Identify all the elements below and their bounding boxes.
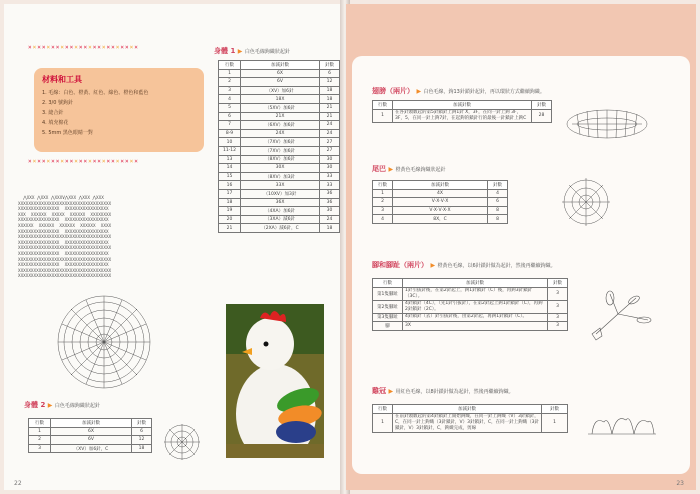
table-cell: 在前針頭數起的第4針鎖針上開始鉤織，在同一針上鉤織（V）3針鎖針，C，在同一針上鉤織（3針鎖針，V）3針鎖針，C，在同一針上鉤織（3針鎖針，V）3針鎖針，C，鉤織完成，剪線 bbox=[393, 413, 542, 432]
materials-item: 5. 5mm 黑色眼睛一對 bbox=[42, 130, 93, 136]
table-cell: （10XV）加3針 bbox=[241, 189, 320, 198]
body1-table bbox=[218, 60, 340, 233]
table-cell: 6X bbox=[51, 427, 132, 436]
table-cell: 24 bbox=[320, 215, 340, 224]
table-cell: 4 bbox=[219, 95, 241, 104]
table-cell: V·X·V·X bbox=[393, 198, 488, 207]
table-cell: 3 bbox=[548, 313, 568, 322]
table-header-row: 行數 加減針數 針數 bbox=[219, 61, 340, 70]
table-cell: 21 bbox=[219, 224, 241, 233]
table-cell: （3XA）減6針 bbox=[241, 215, 320, 224]
stitch-diagram-comb bbox=[586, 412, 658, 438]
arrow-icon: ▶ bbox=[237, 48, 243, 55]
table-cell: （6XV）加6針 bbox=[241, 121, 320, 130]
table-cell: 4 bbox=[373, 215, 393, 224]
feet-title: 腳和腳趾（兩片） ▶ 橙黃色毛線，以6針鎖針做為起針，然後再繼續鉤織。 bbox=[372, 261, 556, 269]
table-row bbox=[373, 215, 508, 224]
table-header-row: 行數 加減針數 針數 bbox=[373, 405, 568, 414]
table-cell: 10 bbox=[219, 138, 241, 147]
table-cell: 21 bbox=[320, 103, 340, 112]
table-cell: 24 bbox=[320, 129, 340, 138]
table-cell: 36X bbox=[241, 198, 320, 207]
table-cell: 2 bbox=[219, 78, 241, 87]
table-cell: 16 bbox=[219, 181, 241, 190]
table-row bbox=[373, 206, 508, 215]
table-row bbox=[373, 109, 552, 122]
table-cell: 第1隻腳趾 bbox=[373, 287, 403, 300]
table-row bbox=[373, 322, 568, 331]
table-cell: 在各針頭數起的第5針鎖針上鉤1針 X，3F，在同一針上鉤 3F，3F，5，在同一針上鉤7針，在起鉤的鎖針行的最後一針鎖針上鉤C bbox=[393, 109, 532, 122]
table-cell: 6 bbox=[488, 198, 508, 207]
table-header-row: 行數 加減針數 針數 bbox=[373, 101, 552, 110]
body2-title: 身體 2 ▶ 白色毛線鉤織狀起針 bbox=[24, 401, 100, 409]
table-cell: （8XV）加6針 bbox=[241, 155, 320, 164]
table-row bbox=[219, 103, 340, 112]
table-cell: 4針鎖針（4C），（先1針引拔針），在第2針起上鉤1針鎖針（C），再鉤2針鎖針（2C）。 bbox=[403, 300, 548, 313]
table-cell: 20 bbox=[219, 215, 241, 224]
table-row bbox=[219, 138, 340, 147]
table-cell: 第3隻腳趾 bbox=[373, 313, 403, 322]
table-cell: 1 bbox=[29, 427, 51, 436]
materials-item: 4. 填充棉花 bbox=[42, 120, 69, 126]
right-content-panel bbox=[352, 56, 690, 474]
table-cell: 30 bbox=[320, 155, 340, 164]
decorative-border-top: ×××××××××××××××××××××××× bbox=[28, 44, 139, 51]
table-cell: 3 bbox=[219, 86, 241, 95]
table-cell: 30 bbox=[320, 207, 340, 216]
table-cell: 3 bbox=[548, 300, 568, 313]
table-row bbox=[219, 78, 340, 87]
table-row bbox=[219, 112, 340, 121]
table-cell: 12 bbox=[132, 436, 152, 445]
table-cell: 24X bbox=[241, 129, 320, 138]
table-row bbox=[373, 287, 568, 300]
page-number-right: 23 bbox=[676, 480, 684, 487]
arrow-icon: ▶ bbox=[416, 88, 422, 95]
table-cell: 13 bbox=[219, 155, 241, 164]
table-cell: 36 bbox=[320, 189, 340, 198]
table-cell: 24 bbox=[320, 121, 340, 130]
table-cell: 33X bbox=[241, 181, 320, 190]
table-header-row: 行數 加減針數 針數 bbox=[373, 181, 508, 190]
stitch-diagram-foot bbox=[588, 284, 658, 344]
table-cell: V·X·V·X·X bbox=[393, 206, 488, 215]
stitch-diagram-wing bbox=[562, 104, 652, 144]
table-cell: （7XV）加6針 bbox=[241, 146, 320, 155]
body2-table bbox=[28, 418, 152, 453]
table-cell: 27 bbox=[320, 138, 340, 147]
comb-title: 雞冠 ▶ 用紅色毛線，以8針鎖針做為起針，然後再繼續鉤織。 bbox=[372, 387, 514, 395]
materials-box bbox=[34, 68, 204, 152]
stitch-chart-body: ⋀XXX ⋀XXX ⋀XXXV⋀XXX ⋀XXX ⋀XXX XXXXXXXXXXXXXXXXXXXXXXXXXXXXXXXXXXXX XXXXXXXXXXXXXXXX XXXXXXXXXXXXXXXXX XXX XXXXXX XXXXX XXXXXX XXXXXXXX XXXXXXXXXXXXXXXX XXXXXXXXXXXXXXXXX XXXXXX XXXXXX XXXXXX XXXXXX XXXX XXXXXXXXXXXXXXXX XXXXXXXXXXXXXXXXX XXXXXXXXXXXXXXXXXXXXXXXXXXXXXXXXXXXX XXXXXXXXXXXXXXXX XXXXXXXXXXXXXXXXX XXXXXXXXXXXXXXXXXXXXXXXXXXXXXXXXXXXX XXXXXXXXXXXXXXXX XXXXXXXXXXXXXXXXX XXXXXXXXXXXXXXXXXXXXXXXXXXXXXXXXXXXX XXXXXXXXXXXXXXXX XXXXXXXXXXXXXXXXX XXXXXXXXXXXXXXXXXXXXXXXXXXXXXXXXXXXX XXXXXXXXXXXXXXXXXXXXXXXXXXXXXXXXXXXX bbox=[18, 196, 112, 280]
table-cell: 21X bbox=[241, 112, 320, 121]
table-row bbox=[219, 207, 340, 216]
table-cell: （4XA）加6針 bbox=[241, 207, 320, 216]
table-cell: 36 bbox=[320, 198, 340, 207]
table-cell: 19 bbox=[219, 207, 241, 216]
table-cell: 28 bbox=[532, 109, 552, 122]
table-cell: 11-12 bbox=[219, 146, 241, 155]
table-cell: （2XA）減6針，C bbox=[241, 224, 320, 233]
table-cell: （XV）加6針 bbox=[241, 86, 320, 95]
table-cell: （8XV）加3針 bbox=[241, 172, 320, 181]
table-cell: 第2隻腳趾 bbox=[373, 300, 403, 313]
table-cell: 2 bbox=[29, 436, 51, 445]
table-row bbox=[373, 300, 568, 313]
arrow-icon: ▶ bbox=[388, 166, 394, 173]
table-row bbox=[219, 86, 340, 95]
table-cell: 18 bbox=[219, 198, 241, 207]
table-cell: 12 bbox=[320, 78, 340, 87]
table-row bbox=[29, 436, 152, 445]
table-cell: 8-9 bbox=[219, 129, 241, 138]
table-cell: 1 bbox=[373, 109, 393, 122]
table-row bbox=[373, 189, 508, 198]
table-cell: 18 bbox=[320, 224, 340, 233]
table-cell: 18X bbox=[241, 95, 320, 104]
table-cell: （XV）加6針，C bbox=[51, 444, 132, 453]
wing-title: 翅膀（兩片） ▶ 白色毛線，鉤13針鎖針起針，再以環狀方式繼續鉤織。 bbox=[372, 87, 545, 95]
table-cell: 5 bbox=[219, 103, 241, 112]
table-cell: 腳 bbox=[373, 322, 403, 331]
table-cell: 18 bbox=[320, 95, 340, 104]
table-cell: 3 bbox=[548, 322, 568, 331]
table-cell: 3 bbox=[373, 206, 393, 215]
chicken-photo bbox=[226, 304, 324, 458]
table-cell: 6V bbox=[51, 436, 132, 445]
table-row bbox=[219, 95, 340, 104]
table-row bbox=[219, 146, 340, 155]
table-row bbox=[219, 121, 340, 130]
materials-item: 2. 3/0 號鉤針 bbox=[42, 100, 73, 106]
wing-table bbox=[372, 100, 552, 123]
table-header-row: 行數 加減針數 針數 bbox=[29, 419, 152, 428]
table-cell: 8X，C bbox=[393, 215, 488, 224]
tail-title: 尾巴 ▶ 橙黃色毛線鉤織狀起針 bbox=[372, 165, 446, 173]
table-cell: 15 bbox=[219, 172, 241, 181]
table-cell: 21 bbox=[320, 112, 340, 121]
table-cell: 33 bbox=[320, 181, 340, 190]
page-number-left: 22 bbox=[14, 480, 22, 487]
table-cell: 7 bbox=[219, 121, 241, 130]
table-cell: 27 bbox=[320, 146, 340, 155]
arrow-icon: ▶ bbox=[388, 388, 394, 395]
materials-item: 1. 毛線：白色、橙黃、紅色、綠色、橙色和藍色 bbox=[42, 90, 149, 96]
materials-list bbox=[42, 88, 196, 138]
table-cell: 30 bbox=[320, 164, 340, 173]
right-page bbox=[346, 4, 696, 490]
table-row bbox=[219, 155, 340, 164]
table-cell: 1 bbox=[219, 69, 241, 78]
feet-table bbox=[372, 278, 568, 331]
table-row bbox=[219, 69, 340, 78]
table-cell: 18 bbox=[320, 86, 340, 95]
table-row bbox=[219, 172, 340, 181]
decorative-border-bottom: ×××××××××××××××××××××××× bbox=[28, 158, 139, 165]
table-cell: 3 bbox=[29, 444, 51, 453]
table-cell: 18 bbox=[132, 444, 152, 453]
table-cell: 14 bbox=[219, 164, 241, 173]
table-cell: 1 bbox=[373, 413, 393, 432]
table-cell: 33 bbox=[320, 172, 340, 181]
table-cell: 4 bbox=[488, 189, 508, 198]
table-row bbox=[29, 427, 152, 436]
materials-title: 材料和工具 bbox=[42, 75, 82, 84]
table-row bbox=[219, 198, 340, 207]
comb-table bbox=[372, 404, 568, 433]
arrow-icon: ▶ bbox=[430, 262, 436, 269]
table-cell: （5XV）加6針 bbox=[241, 103, 320, 112]
table-cell: 6V bbox=[241, 78, 320, 87]
table-cell: （7XV）加6針 bbox=[241, 138, 320, 147]
table-cell: 1針引拔針後，在第2針起上，鉤1針鎖針（C）後，再鉤3針鎖針（3C）。 bbox=[403, 287, 548, 300]
table-cell: 4X bbox=[393, 189, 488, 198]
table-row bbox=[373, 413, 568, 432]
materials-item: 3. 縫合針 bbox=[42, 110, 64, 116]
table-cell: 6X bbox=[241, 69, 320, 78]
table-row bbox=[373, 313, 568, 322]
table-row bbox=[219, 129, 340, 138]
table-row bbox=[219, 189, 340, 198]
table-row bbox=[219, 224, 340, 233]
table-header-row: 行數 加減針數 針數 bbox=[373, 279, 568, 288]
table-row bbox=[373, 198, 508, 207]
table-cell: 3X bbox=[403, 322, 548, 331]
table-row bbox=[219, 164, 340, 173]
table-cell: 3 bbox=[548, 287, 568, 300]
stitch-diagram-tail bbox=[560, 176, 612, 228]
table-cell: 1 bbox=[373, 189, 393, 198]
table-cell: 6 bbox=[132, 427, 152, 436]
table-cell: 8 bbox=[488, 206, 508, 215]
table-cell: 6 bbox=[320, 69, 340, 78]
table-row bbox=[219, 181, 340, 190]
table-cell: 2 bbox=[373, 198, 393, 207]
table-cell: 4針鎖針（去）針引拔針後，由第2針起，再鉤1針鎖針（C）。 bbox=[403, 313, 548, 322]
arrow-icon: ▶ bbox=[47, 402, 53, 409]
table-cell: 17 bbox=[219, 189, 241, 198]
tail-table bbox=[372, 180, 508, 224]
body1-title: 身體 1 ▶ 白色毛線鉤織狀起針 bbox=[214, 47, 290, 55]
table-cell: 8 bbox=[488, 215, 508, 224]
table-row bbox=[219, 215, 340, 224]
left-page bbox=[4, 4, 344, 490]
stitch-diagram-circle-small bbox=[162, 422, 202, 462]
table-row bbox=[29, 444, 152, 453]
table-cell: 1 bbox=[542, 413, 568, 432]
table-cell: 30X bbox=[241, 164, 320, 173]
stitch-diagram-circle-large bbox=[56, 294, 152, 390]
table-cell: 6 bbox=[219, 112, 241, 121]
